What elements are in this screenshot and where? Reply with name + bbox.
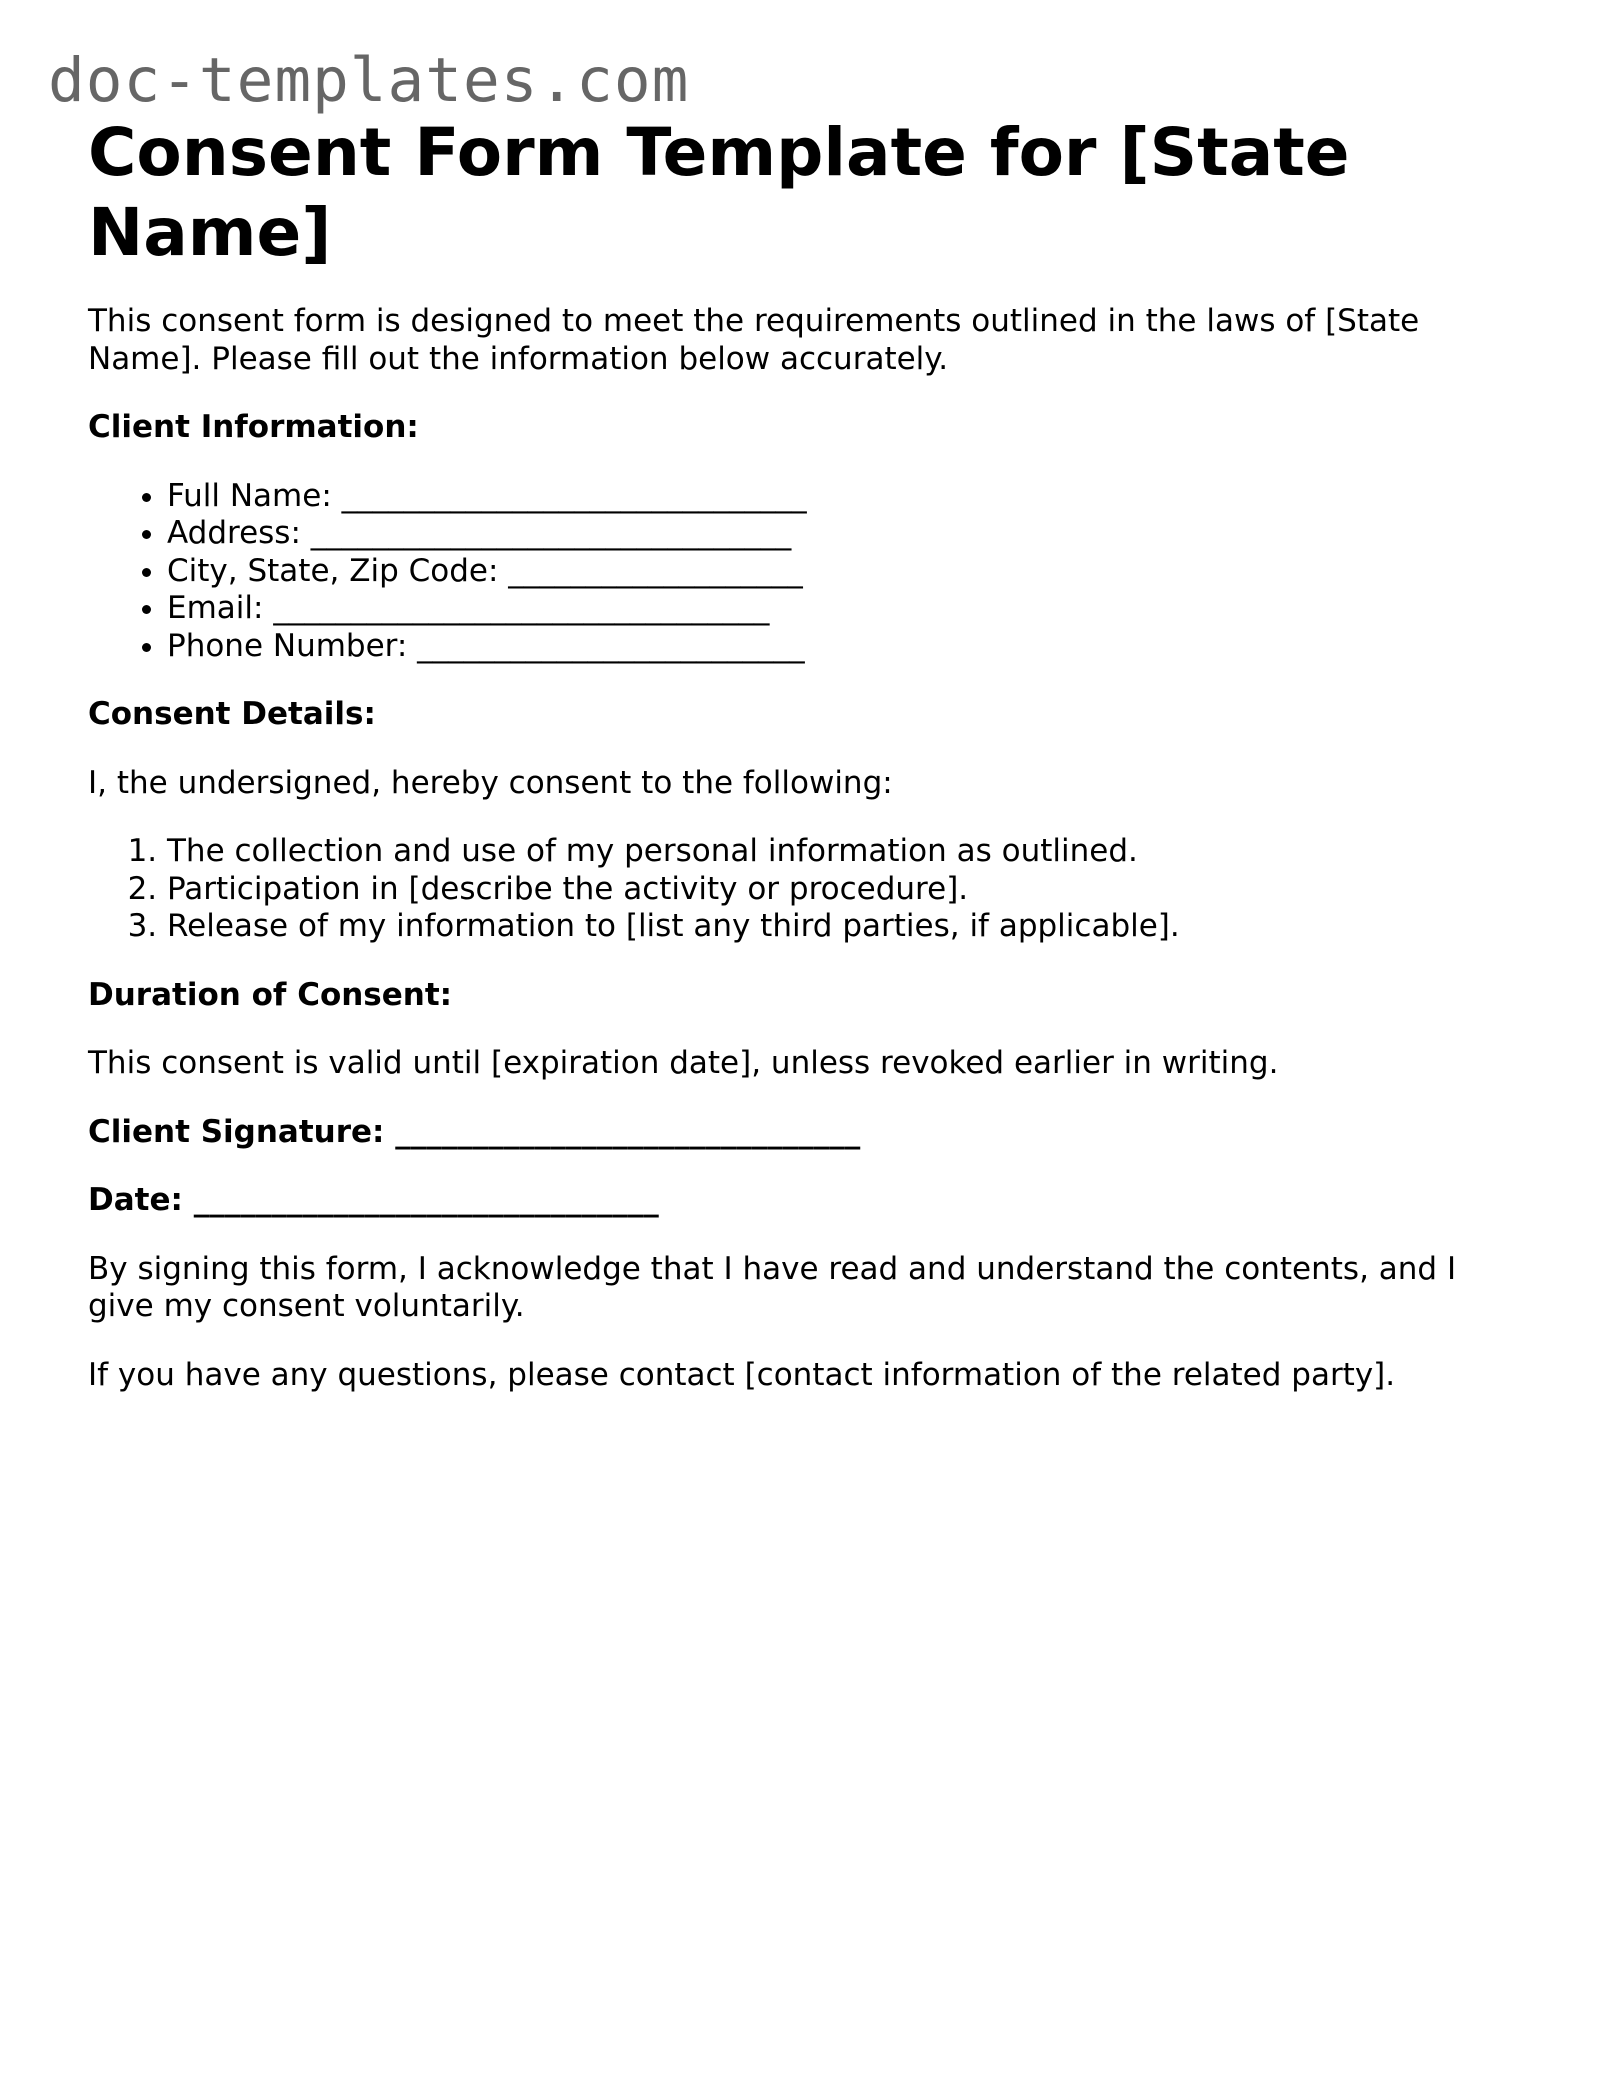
city-state-zip-label: City, State, Zip Code: <box>167 552 499 589</box>
consent-details-heading: Consent Details: <box>88 696 376 732</box>
email-field[interactable]: ________________________________ <box>273 590 770 626</box>
full-name-label: Full Name: <box>167 477 332 514</box>
client-information-list <box>88 478 1508 666</box>
list-item-city-state-zip <box>167 553 1508 591</box>
intro-paragraph: This consent form is designed to meet the requirements outlined in the laws of [State Name]. Please fill out the information below accurately. <box>88 303 1420 377</box>
page-title: Consent Form Template for [State Name] <box>88 114 1350 271</box>
consent-item: 2. Participation in [describe the activity or procedure]. <box>167 871 1508 909</box>
phone-number-label: Phone Number: <box>167 627 408 664</box>
watermark: doc-templates.com <box>48 45 690 116</box>
email-label: Email: <box>167 590 264 626</box>
client-information-heading: Client Information: <box>88 409 419 445</box>
client-signature-field[interactable]: ______________________________ <box>395 1113 861 1150</box>
duration-text: This consent is valid until [expiration date], unless revoked earlier in writing. <box>88 1045 1279 1081</box>
list-item-email <box>167 590 1508 628</box>
date-field[interactable]: ______________________________ <box>193 1182 659 1218</box>
contact-paragraph: If you have any questions, please contact [contact information of the related party]. <box>88 1356 1396 1393</box>
consent-item: 3. Release of my information to [list any third parties, if applicable]. <box>167 908 1508 946</box>
date-label: Date: <box>88 1182 183 1218</box>
city-state-zip-field[interactable]: ___________________ <box>508 552 803 589</box>
full-name-field[interactable]: ______________________________ <box>341 477 807 514</box>
document-page <box>88 113 1508 1394</box>
client-signature-line <box>88 1114 1508 1152</box>
date-line <box>88 1182 1508 1220</box>
duration-heading: Duration of Consent: <box>88 976 453 1013</box>
client-signature-label: Client Signature: <box>88 1113 385 1150</box>
list-item-phone-number <box>167 628 1508 666</box>
address-label: Address: <box>167 515 301 551</box>
list-item-address <box>167 515 1508 553</box>
consent-items-list <box>88 833 1508 946</box>
consent-item: 1. The collection and use of my personal information as outlined. <box>167 833 1508 871</box>
acknowledgement-paragraph: By signing this form, I acknowledge that I have read and understand the contents, and I give my consent voluntarily. <box>88 1250 1457 1324</box>
consent-statement: I, the undersigned, hereby consent to the following: <box>88 764 893 801</box>
phone-number-field[interactable]: _________________________ <box>417 627 805 664</box>
address-field[interactable]: _______________________________ <box>310 515 792 551</box>
list-item-full-name <box>167 478 1508 516</box>
